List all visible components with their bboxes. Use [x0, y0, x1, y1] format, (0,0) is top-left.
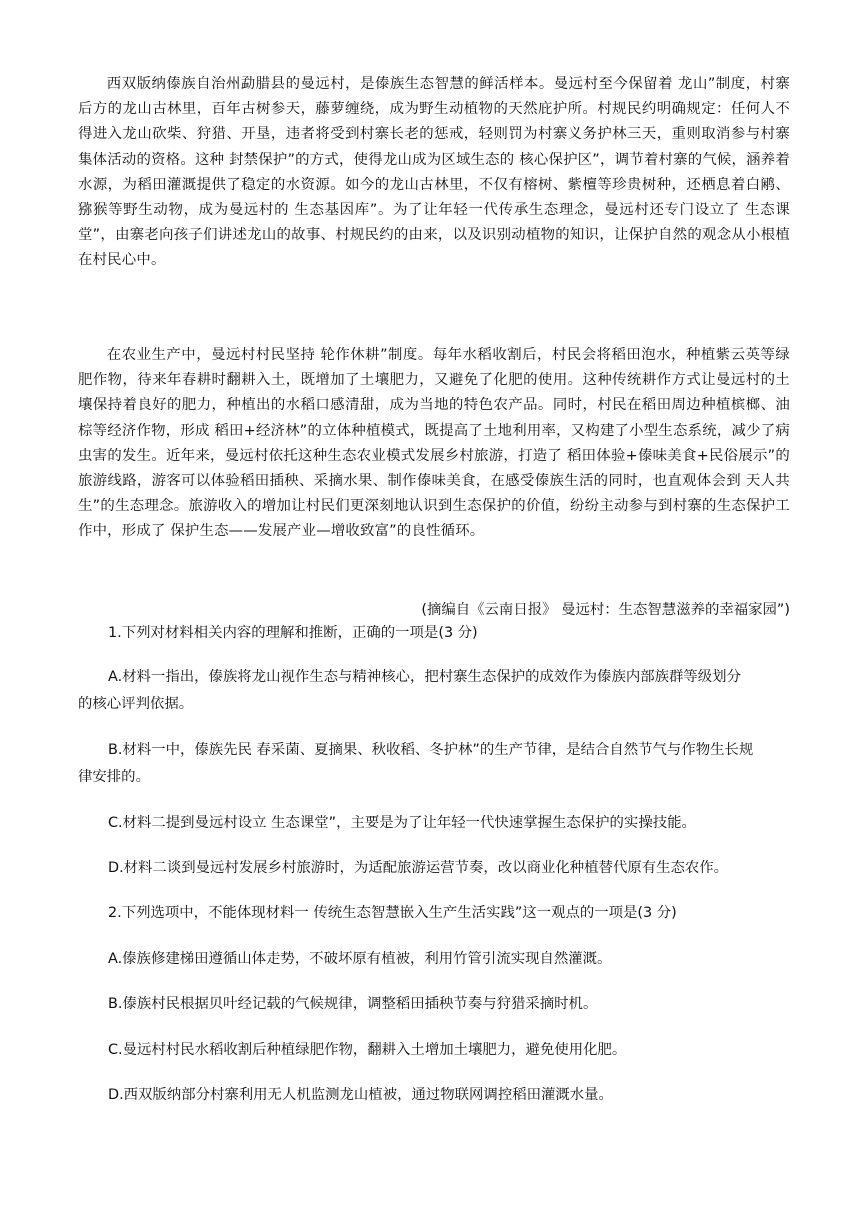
question-2-option-b: B.傣族村民根据贝叶经记载的气候规律，调整稻田插秧节奏与狩猎采摘时机。 [108, 996, 598, 1012]
option-text: B.材料一中，傣族先民 春采菌、夏摘果、秋收稻、冬护林”的生产节律，是结合自然节气与作物生长规 [108, 742, 754, 758]
question-1-stem: 1.下列对材料相关内容的理解和推断，正确的一项是(3 分) [108, 625, 478, 641]
question-1-option-a [78, 664, 790, 718]
question-1-option-b [78, 737, 790, 791]
question-2-option-a: A.傣族修建梯田遵循山体走势，不破坏原有植被，利用竹管引流实现自然灌溉。 [108, 951, 612, 967]
article-paragraph-2: 在农业生产中，曼远村村民坚持 轮作休耕”制度。每年水稻收割后，村民会将稻田泡水，种植紫云英等绿肥作物，待来年春耕时翻耕入土，既增加了土壤肥力，又避免了化肥的使用。这种传统耕作方式让曼远村的土壤保持着良好的肥力，种植出的水稻口感清甜，成为当地的特色农产品。同时，村民在稻田周边种植槟榔、油棕等经济作物，形成 稻田+经济林”的立体种植模式，既提高了土地利用率，又构建了小型生态系统，减少了病虫害的发生。近年来，曼远村依托这种生态农业模式发展乡村旅游，打造了 稻田体验+傣味美食+民俗展示”的旅游线路，游客可以体验稻田插秧、采摘水果、制作傣味美食，在感受傣族生活的同时，也直观体会到 天人共生”的生态理念。旅游收入的增加让村民们更深刻地认识到生态保护的价值，纷纷主动参与到村寨的生态保护工作中，形成了 保护生态——发展产业—增收致富”的良性循环。 [78, 347, 790, 540]
option-text: A.材料一指出，傣族将龙山视作生态与精神核心，把村寨生态保护的成效作为傣族内部族群等级划分 [108, 669, 741, 685]
question-1-option-c: C.材料二提到曼远村设立 生态课堂”，主要是为了让年轻一代快速掌握生态保护的实操技能。 [108, 815, 696, 831]
option-text-continued: 的核心评判依据。 [78, 696, 194, 712]
question-1-option-d: D.材料二谈到曼远村发展乡村旅游时，为适配旅游运营节奏，改以商业化种植替代原有生态农作。 [108, 860, 729, 876]
source-citation: (摘编自《云南日报》 曼远村：生态智慧滋养的幸福家园”) [421, 602, 790, 618]
article-paragraph-1: 西双版纳傣族自治州勐腊县的曼远村，是傣族生态智慧的鲜活样本。曼远村至今保留着 龙山”制度，村寨后方的龙山古林里，百年古树参天，藤萝缠绕，成为野生动植物的天然庇护所。村规民约明确规定：任何人不得进入龙山砍柴、狩猎、开垦，违者将受到村寨长老的惩戒，轻则罚为村寨义务护林三天，重则取消参与村寨集体活动的资格。这种 封禁保护”的方式，使得龙山成为区域生态的 核心保护区”，调节着村寨的气候，涵养着水源，为稻田灌溉提供了稳定的水资源。如今的龙山古林里，不仅有榕树、紫檀等珍贵树种，还栖息着白鹇、猕猴等野生动物，成为曼远村的 生态基因库”。为了让年轻一代传承生态理念，曼远村还专门设立了 生态课堂”，由寨老向孩子们讲述龙山的故事、村规民约的由来，以及识别动植物的知识，让保护自然的观念从小根植在村民心中。 [78, 76, 790, 269]
question-2-option-c: C.曼远村村民水稻收割后种植绿肥作物，翻耕入土增加土壤肥力，避免使用化肥。 [108, 1042, 627, 1058]
question-2-stem: 2.下列选项中，不能体现材料一 传统生态智慧嵌入生产生活实践”这一观点的一项是(3 分) [108, 905, 677, 921]
option-text-continued: 律安排的。 [78, 769, 150, 785]
question-2-option-d: D.西双版纳部分村寨利用无人机监测龙山植被，通过物联网调控稻田灌溉水量。 [108, 1087, 613, 1103]
